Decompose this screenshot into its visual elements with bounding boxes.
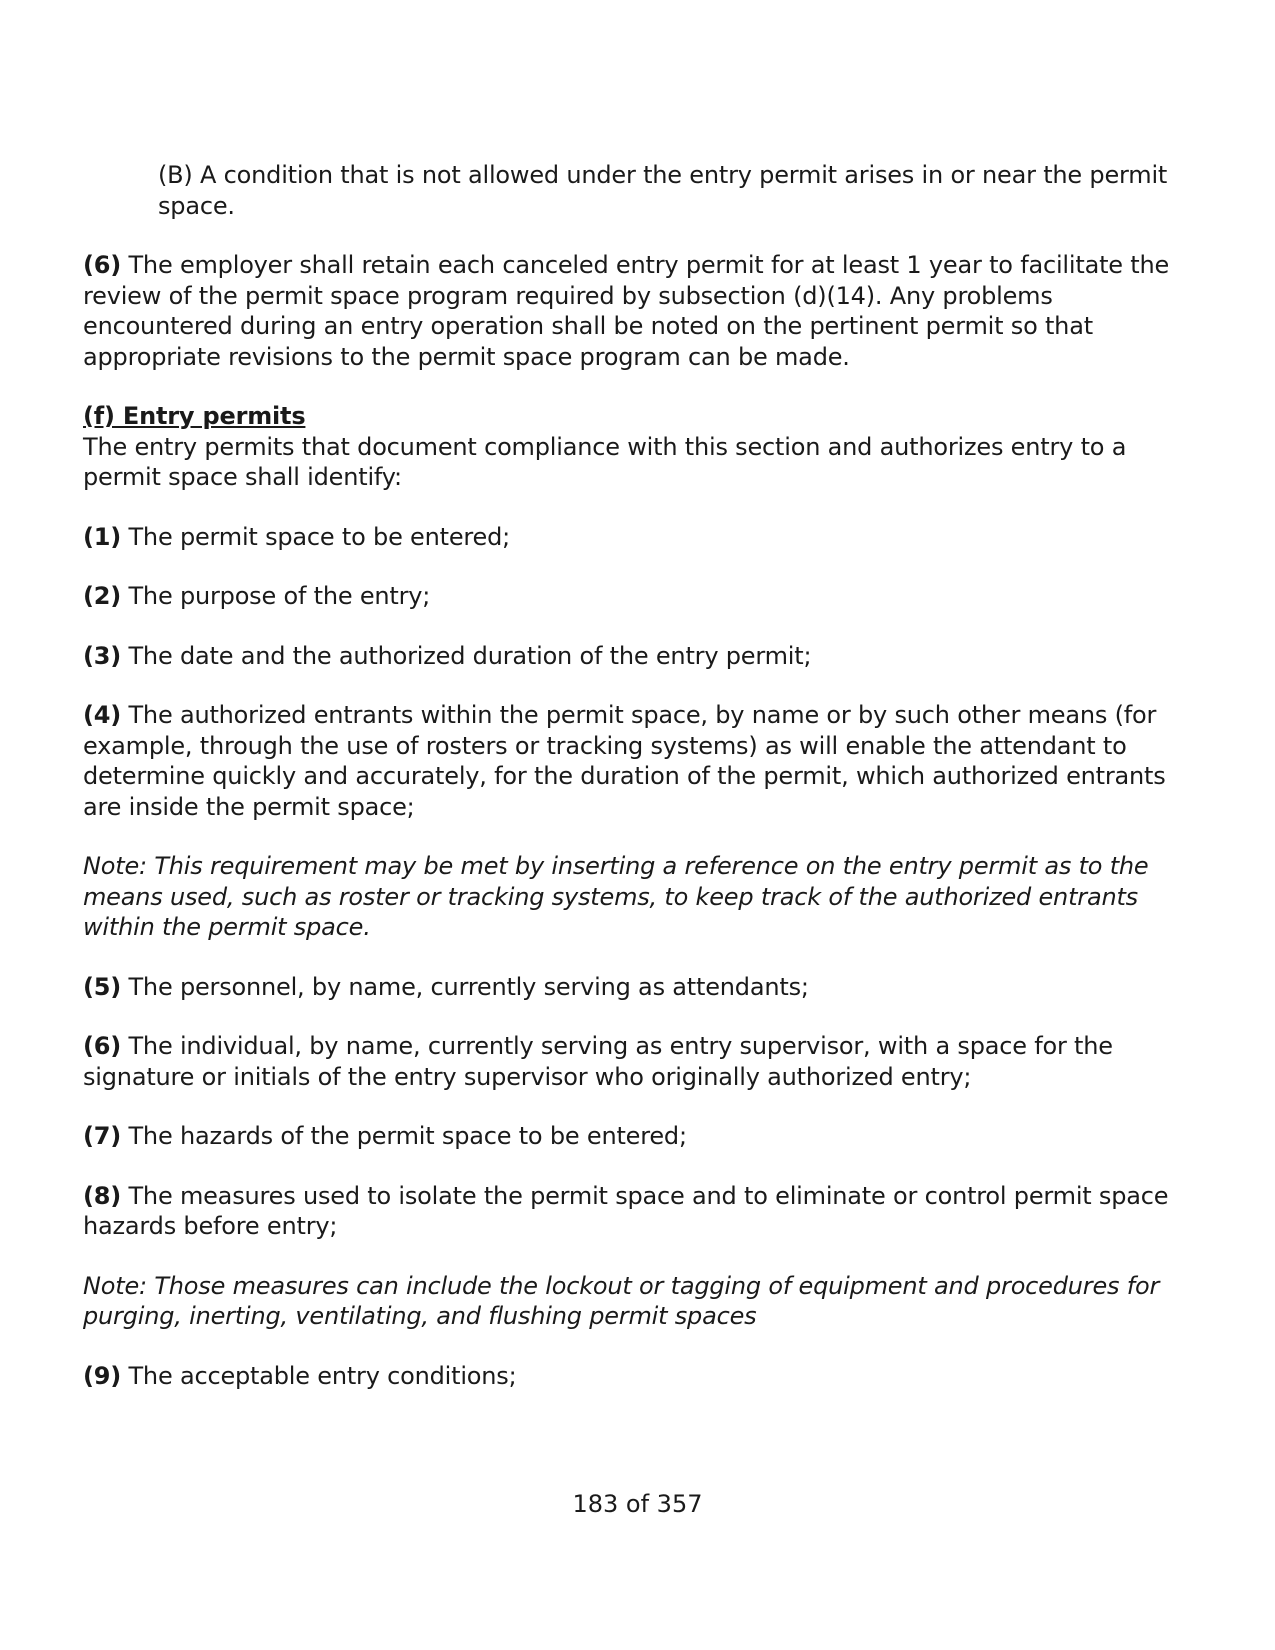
item-2 <box>83 581 1193 612</box>
paragraph-6-number: (6) <box>83 251 122 279</box>
paragraph-6 <box>83 250 1193 372</box>
section-f-heading: (f) Entry permits <box>83 402 306 430</box>
item-1-text: The permit space to be entered; <box>121 522 511 551</box>
item-3-number: (3) <box>83 641 122 670</box>
item-3 <box>83 641 1193 672</box>
item-6-text: The individual, by name, currently serving as entry supervisor, with a space for the signature or initials of the entry supervisor who originally authorized entry; <box>83 1032 1113 1091</box>
section-f-intro: The entry permits that document compliance with this section and authorizes entry to a permit space shall identify: <box>83 432 1127 491</box>
note-2: Note: Those measures can include the lockout or tagging of equipment and procedures for purging, inerting, ventilating, and flushing permit spaces <box>83 1271 1160 1330</box>
item-8-number: (8) <box>83 1181 122 1210</box>
paragraph-b-text: (B) A condition that is not allowed under the entry permit arises in or near the permit space. <box>158 161 1168 220</box>
item-9 <box>83 1361 1193 1392</box>
item-6 <box>83 1031 1193 1092</box>
document-body <box>83 160 1193 1420</box>
page-number: 183 of 357 <box>572 1490 703 1518</box>
item-3-text: The date and the authorized duration of the entry permit; <box>121 641 812 670</box>
item-1-number: (1) <box>83 522 122 551</box>
section-f <box>83 401 1193 493</box>
paragraph-b <box>83 160 1193 221</box>
item-4-text: The authorized entrants within the permit space, by name or by such other means (for example, through the use of rosters or tracking systems) as will enable the attendant to determine quickly and accurately, for the duration of the permit, which authorized entrants are inside the permit space; <box>83 701 1166 821</box>
item-5 <box>83 972 1193 1003</box>
item-4-number: (4) <box>83 701 122 729</box>
item-5-number: (5) <box>83 972 122 1001</box>
item-2-number: (2) <box>83 582 122 610</box>
paragraph-6-text: The employer shall retain each canceled entry permit for at least 1 year to facilitate the review of the permit space program required by subsection (d)(14). Any problems encountered during an entry operation shall be noted on the pertinent permit so that appropriate revisions to the permit space program can be made. <box>83 251 1170 371</box>
item-8-text: The measures used to isolate the permit space and to eliminate or control permit space hazards before entry; <box>83 1181 1169 1240</box>
item-9-text: The acceptable entry conditions; <box>121 1361 517 1390</box>
item-1 <box>83 522 1193 553</box>
item-4 <box>83 700 1193 822</box>
item-7-number: (7) <box>83 1122 122 1150</box>
item-9-number: (9) <box>83 1361 122 1390</box>
item-2-text: The purpose of the entry; <box>121 582 431 610</box>
item-6-number: (6) <box>83 1032 122 1060</box>
item-8 <box>83 1181 1193 1242</box>
item-7-text: The hazards of the permit space to be entered; <box>121 1122 687 1150</box>
item-5-text: The personnel, by name, currently serving as attendants; <box>121 972 809 1001</box>
note-1: Note: This requirement may be met by inserting a reference on the entry permit as to the means used, such as roster or tracking systems, to keep track of the authorized entrants within the permit space. <box>83 852 1149 941</box>
item-7 <box>83 1121 1193 1152</box>
